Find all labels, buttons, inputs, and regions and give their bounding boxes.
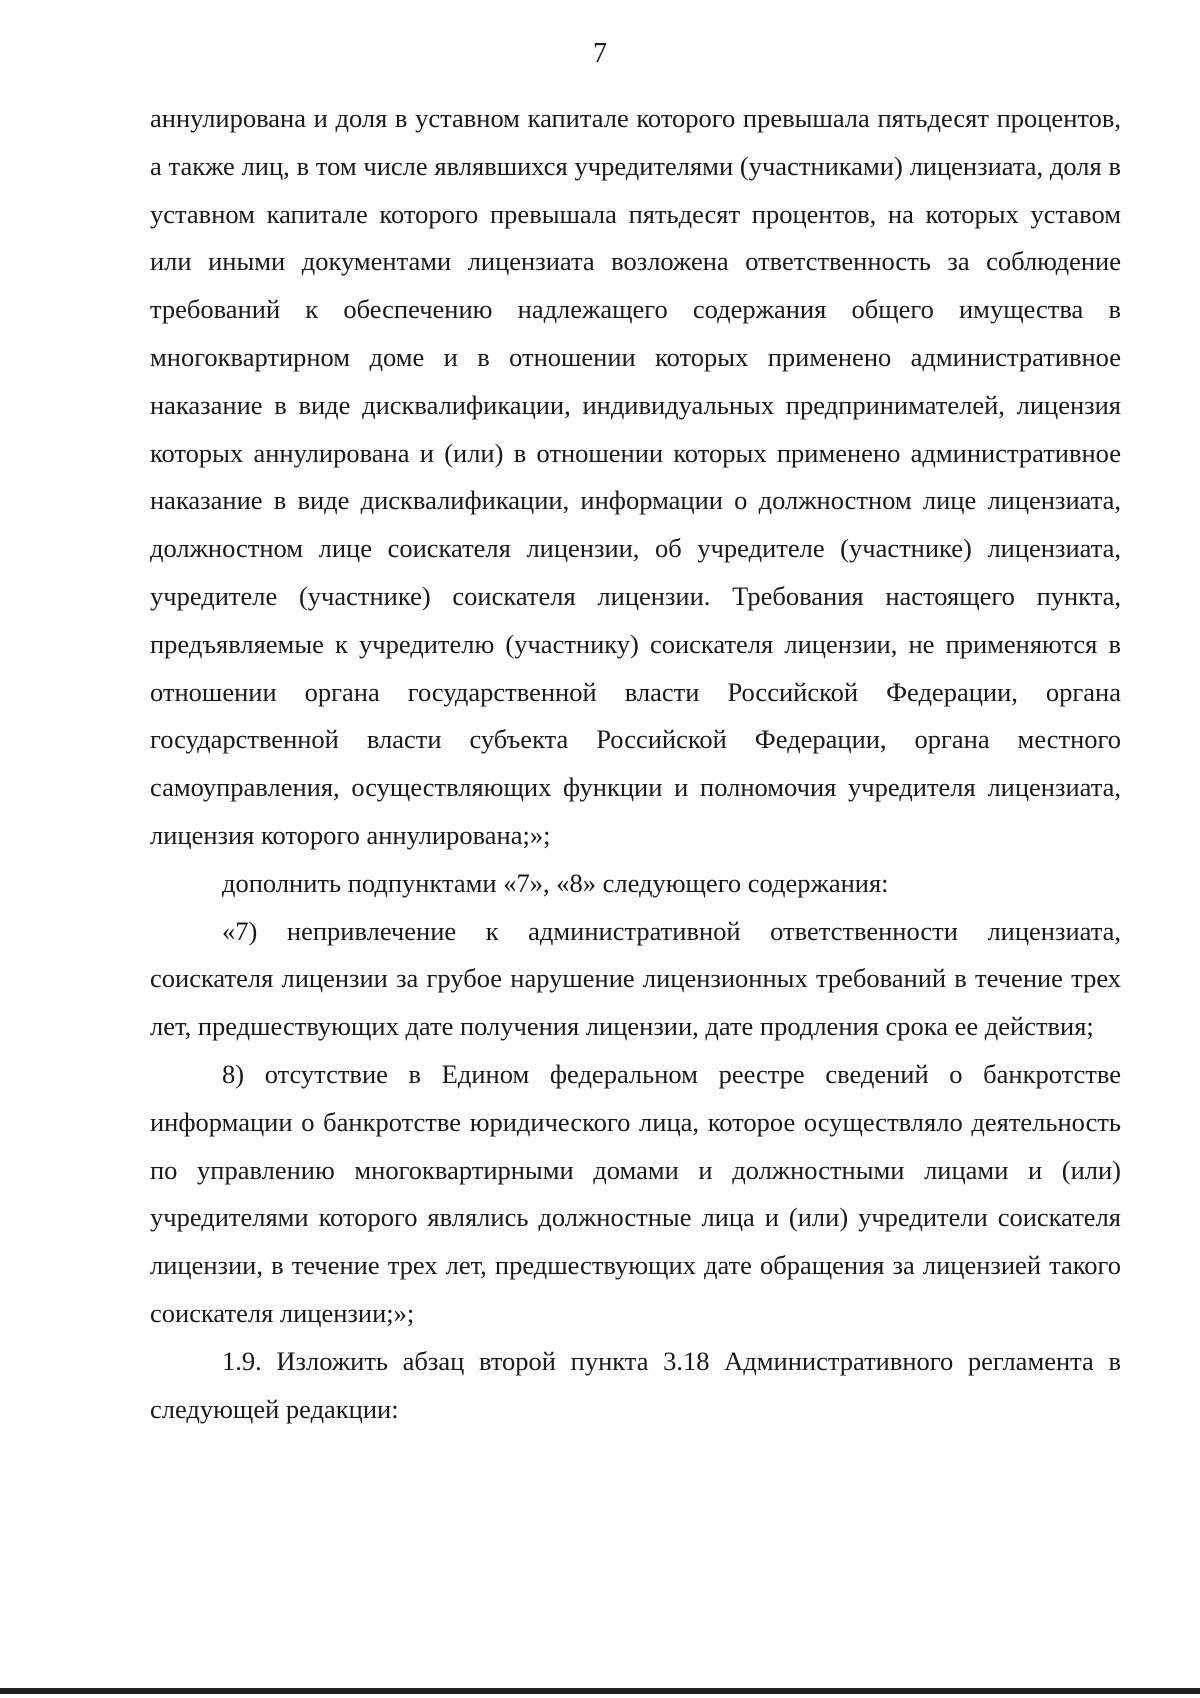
scan-bottom-edge xyxy=(0,1688,1200,1694)
document-body xyxy=(150,95,1121,1433)
page-number: 7 xyxy=(593,38,607,69)
paragraph-subitem-8: 8) отсутствие в Едином федеральном реестре сведений о банкротстве информации о банкротстве юридического лица, которое осуществляло деятельность по управлению многоквартирными домами и должностными лицами и (или) учредителями которого являлись должностные лица и (или) учредители соискателя лицензии, в течение трех лет, предшествующих дате обращения за лицензией такого соискателя лицензии;»; xyxy=(150,1058,1121,1328)
paragraph-item-1-9: 1.9. Изложить абзац второй пункта 3.18 Административного регламента в следующей редакции: xyxy=(150,1345,1121,1424)
paragraph-amendment-intro: дополнить подпунктами «7», «8» следующего содержания: xyxy=(222,867,889,898)
paragraph-continuation: аннулирована и доля в уставном капитале которого превышала пятьдесят процентов, а также лиц, в том числе являвшихся учредителями (участниками) лицензиата, доля в уставном капитале которого превышала пятьдесят процентов, на которых уставом или иными документами лицензиата возложена ответственность за соблюдение требований к обеспечению надлежащего содержания общего имущества в многоквартирном доме и в отношении которых применено административное наказание в виде дисквалификации, индивидуальных предпринимателей, лицензия которых аннулирована и (или) в отношении которых применено административное наказание в виде дисквалификации, информации о должностном лице лицензиата, должностном лице соискателя лицензии, об учредителе (участнике) лицензиата, учредителе (участнике) соискателя лицензии. Требования настоящего пункта, предъявляемые к учредителю (участнику) соискателя лицензии, не применяются в отношении органа государственной власти Российской Федерации, органа государственной власти субъекта Российской Федерации, органа местного самоуправления, осуществляющих функции и полномочия учредителя лицензиата, лицензия которого аннулирована;»; xyxy=(150,103,1121,850)
paragraph-subitem-7: «7) непривлечение к административной ответственности лицензиата, соискателя лицензии за грубое нарушение лицензионных требований в течение трех лет, предшествующих дате получения лицензии, дате продления срока ее действия; xyxy=(150,915,1121,1042)
